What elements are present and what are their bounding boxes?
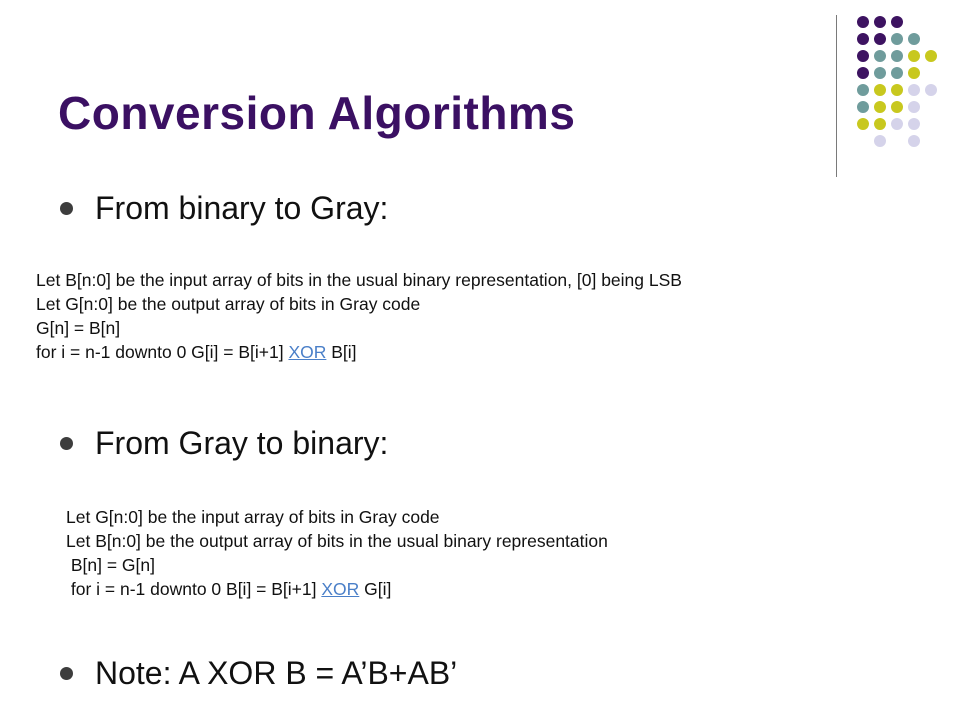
dot	[857, 101, 869, 113]
dot	[891, 118, 903, 130]
divider-line	[836, 15, 837, 177]
bullet-note	[60, 655, 457, 692]
dot	[891, 16, 903, 28]
code-text: for i = n-1 downto 0 G[i] = B[i+1]	[36, 342, 289, 362]
dot	[857, 118, 869, 130]
dot	[857, 84, 869, 96]
dot	[908, 84, 920, 96]
bullet-text: From binary to Gray:	[95, 190, 389, 226]
code-line: G[n] = B[n]	[36, 318, 121, 338]
dot	[891, 67, 903, 79]
code-line	[66, 577, 608, 601]
dot	[857, 16, 869, 28]
code-line	[36, 340, 682, 364]
dot	[874, 118, 886, 130]
code-line: Let B[n:0] be the output array of bits in the usual binary representation	[66, 531, 608, 551]
dot	[925, 50, 937, 62]
code-line: B[n] = G[n]	[66, 555, 156, 575]
dot	[857, 50, 869, 62]
dot	[908, 67, 920, 79]
code-text: B[i]	[326, 342, 357, 362]
bullet-icon	[60, 202, 73, 215]
dot	[874, 16, 886, 28]
dot	[874, 50, 886, 62]
xor-link[interactable]: XOR	[321, 579, 360, 599]
dot	[891, 84, 903, 96]
dot	[908, 33, 920, 45]
bullet-gray-to-binary	[60, 425, 388, 462]
dot	[874, 67, 886, 79]
slide-title: Conversion Algorithms	[58, 87, 576, 139]
dot	[908, 118, 920, 130]
gray-to-binary-algorithm	[66, 505, 608, 601]
code-text: G[i]	[359, 579, 392, 599]
dot	[908, 101, 920, 113]
dot	[857, 67, 869, 79]
dot	[874, 135, 886, 147]
bullet-icon	[60, 667, 73, 680]
decorative-dot-grid	[840, 12, 955, 157]
xor-link[interactable]: XOR	[288, 342, 327, 362]
dot	[857, 33, 869, 45]
dot	[891, 50, 903, 62]
bullet-text: Note: A XOR B = A’B+AB’	[95, 655, 458, 691]
bullet-binary-to-gray	[60, 190, 388, 227]
bullet-text: From Gray to binary:	[95, 425, 389, 461]
dot	[874, 33, 886, 45]
code-line: Let B[n:0] be the input array of bits in the usual binary representation, [0] being LSB	[36, 270, 682, 290]
dot	[891, 33, 903, 45]
code-line: Let G[n:0] be the output array of bits in Gray code	[36, 294, 421, 314]
binary-to-gray-algorithm	[36, 268, 682, 364]
bullet-icon	[60, 437, 73, 450]
dot	[874, 101, 886, 113]
dot	[908, 135, 920, 147]
dot	[908, 50, 920, 62]
dot	[925, 84, 937, 96]
code-text: for i = n-1 downto 0 B[i] = B[i+1]	[66, 579, 322, 599]
dot	[891, 101, 903, 113]
code-line: Let G[n:0] be the input array of bits in Gray code	[66, 507, 440, 527]
dot	[874, 84, 886, 96]
